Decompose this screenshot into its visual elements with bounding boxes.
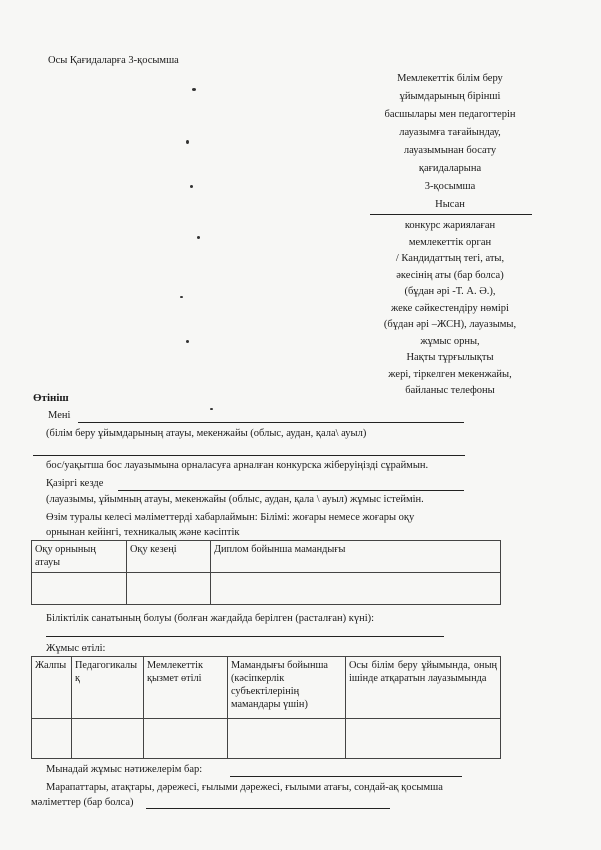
work-header-pedagogical: Педагогикалық: [72, 657, 144, 719]
work-cell[interactable]: [144, 719, 228, 759]
scan-speck: [180, 296, 183, 298]
regulation-reference: [340, 70, 560, 214]
ref-line: Мемлекеттік білім беру: [397, 73, 503, 84]
awards-line-2: мәліметтер (бар болса): [31, 797, 134, 808]
attachment-note: Осы Қағидаларға 3-қосымша: [48, 55, 179, 66]
ref-line: қағидаларына: [418, 163, 482, 174]
form-label: Нысан: [435, 199, 465, 210]
work-header-civil-service: Мемлекеттік қызмет өтілі: [144, 657, 228, 719]
work-cell[interactable]: [346, 719, 501, 759]
work-experience-label: Жұмыс өтілі:: [46, 643, 106, 654]
edu-cell[interactable]: [211, 573, 501, 605]
self-info-line-2: орнынан кейінгі, техникалық және кәсіптік: [46, 527, 240, 538]
current-fill-line[interactable]: [118, 490, 464, 491]
work-header-specialty: Мамандығы бойынша (кәсіпкерлік субъектілерінің мамандары үшін): [228, 657, 346, 719]
awards-line-1: Марапаттары, атақтары, дәрежесі, ғылыми дәрежесі, ғылыми атағы, сондай-ақ қосымша: [46, 782, 443, 793]
work-cell[interactable]: [32, 719, 72, 759]
ref-line: лауазымынан босату: [403, 145, 497, 156]
meni-label: Мені: [48, 410, 71, 421]
addressee-line-text: жұмыс орны,: [420, 335, 480, 347]
awards-fill-line[interactable]: [146, 808, 390, 809]
scan-speck: [210, 408, 213, 410]
current-label: Қазіргі кезде: [46, 478, 104, 489]
education-table: [31, 540, 501, 605]
edu-cell[interactable]: [127, 573, 211, 605]
self-info-line-1: Өзім туралы келесі мәліметтерді хабарлаймын: Білімі: жоғары немесе жоғары оқу: [46, 512, 415, 523]
current-hint: (лауазымы, ұйымның атауы, мекенжайы (облыс, аудан, қала \ ауыл) жұмыс істеймін.: [46, 494, 424, 505]
org-fill-line[interactable]: [78, 422, 464, 423]
addressee-line-text: жеке сәйкестендіру нөмірі: [391, 302, 509, 314]
edu-cell[interactable]: [32, 573, 127, 605]
qualification-fill-line[interactable]: [46, 636, 444, 637]
addressee-line-text: әкесінің аты (бар болса): [396, 269, 504, 281]
org-hint: (білім беру ұйымдарының атауы, мекенжайы (облыс, аудан, қала\ ауыл): [46, 428, 367, 439]
scan-speck: [197, 236, 200, 239]
scan-speck: [190, 185, 193, 188]
addressee-line-text: Нақты тұрғылықты: [406, 352, 494, 363]
results-fill-line[interactable]: [230, 776, 462, 777]
addressee-block: [340, 218, 560, 400]
work-experience-table: [31, 656, 501, 759]
work-cell[interactable]: [228, 719, 346, 759]
addressee-line-text: байланыс телефоны: [405, 385, 495, 396]
results-text: Мынадай жұмыс нәтижелерім бар:: [46, 764, 203, 775]
scan-speck: [192, 88, 196, 91]
request-text: бос/уақытша бос лауазымына орналасуға арналған конкурска жіберуіңізді сұраймын.: [46, 460, 429, 471]
edu-header-period: Оқу кезеңі: [127, 541, 211, 573]
addressee-line-text: (бұдан әрі -Т. А. Ә.),: [404, 286, 496, 297]
document-title: Өтініш: [33, 392, 69, 404]
org-fill-line-2[interactable]: [33, 455, 465, 456]
addressee-line-text: конкурс жариялаған: [404, 220, 496, 231]
addressee-line: [370, 214, 532, 215]
ref-line: лауазымға тағайындау,: [399, 127, 501, 138]
work-header-total: Жалпы: [32, 657, 72, 719]
addressee-line-text: жері, тіркелген мекенжайы,: [388, 368, 512, 380]
qualification-text: Біліктілік санатының болуы (болған жағдайда берілген (расталған) күні):: [46, 613, 375, 624]
addressee-line-text: / Кандидаттың тегі, аты,: [395, 253, 505, 264]
addressee-line-text: мемлекеттік орган: [408, 236, 492, 248]
ref-line: ұйымдарының бірінші: [399, 91, 501, 102]
addressee-line-text: (бұдан әрі –ЖСН), лауазымы,: [383, 319, 517, 330]
edu-header-specialty: Диплом бойынша мамандығы: [211, 541, 501, 573]
ref-line: 3-қосымша: [424, 181, 476, 192]
scan-speck: [186, 340, 189, 343]
edu-header-institution: Оқу орнының атауы: [32, 541, 127, 573]
scan-speck: [186, 140, 189, 144]
ref-line: басшылары мен педагогтерін: [384, 109, 516, 120]
work-header-current-org: Осы білім беру ұйымында, оның ішінде атқаратын лауазымында: [346, 657, 501, 719]
work-cell[interactable]: [72, 719, 144, 759]
